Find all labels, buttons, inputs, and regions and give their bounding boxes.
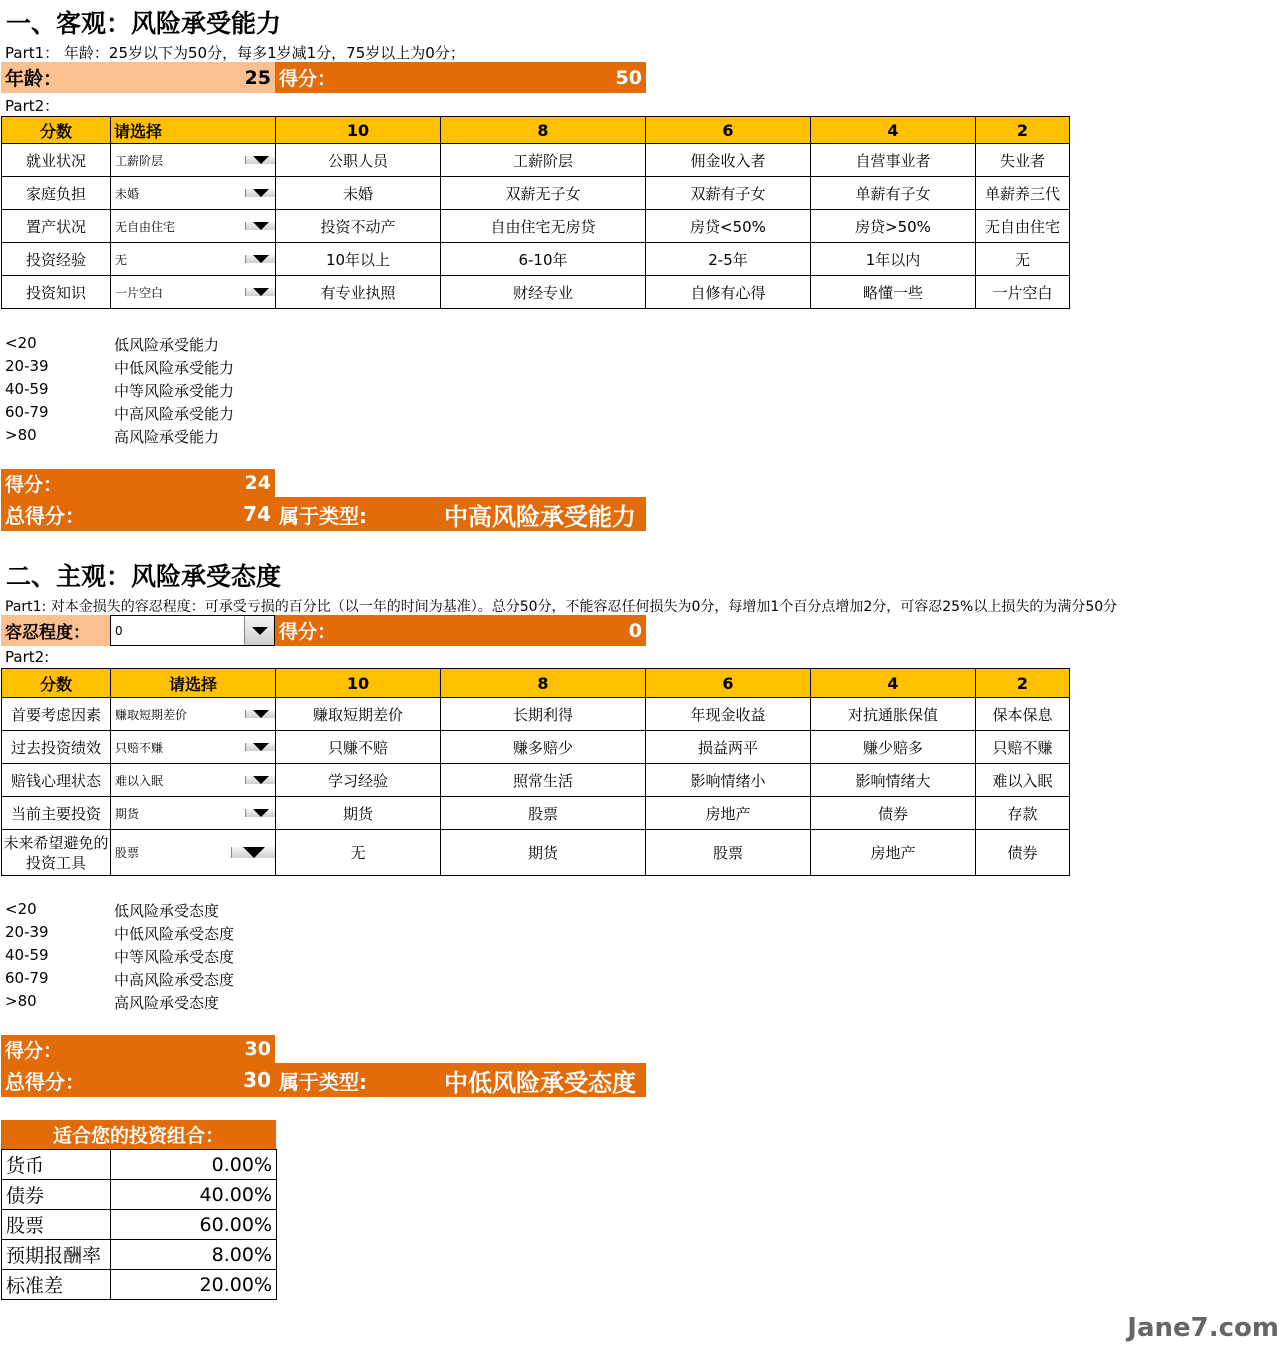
employment-dropdown[interactable] bbox=[111, 144, 276, 177]
option-cell: 未婚 bbox=[276, 177, 441, 210]
option-cell: 期货 bbox=[276, 797, 441, 830]
dropdown-value: 0 bbox=[115, 623, 123, 638]
row-label: 置产状况 bbox=[2, 210, 111, 243]
table-row bbox=[2, 797, 1070, 830]
loss-psychology-dropdown[interactable] bbox=[111, 764, 276, 797]
option-cell: 略懂一些 bbox=[811, 276, 976, 309]
score-value: 50 bbox=[615, 66, 642, 89]
section2-type bbox=[275, 1063, 646, 1097]
legend-range: 40-59 bbox=[5, 946, 49, 964]
type-label: 属于类型: bbox=[279, 1069, 367, 1094]
option-cell: 双薪无子女 bbox=[441, 177, 646, 210]
watermark: Jane7.com bbox=[1127, 1313, 1279, 1343]
row-label: 投资知识 bbox=[2, 276, 111, 309]
row-label: 赔钱心理状态 bbox=[2, 764, 111, 797]
table-row bbox=[2, 764, 1070, 797]
option-cell: 无自由住宅 bbox=[976, 210, 1070, 243]
portfolio-value: 40.00% bbox=[111, 1180, 277, 1210]
legend-desc: 中高风险承受态度 bbox=[114, 971, 235, 989]
section1-part1-text: Part1： 年龄：25岁以下为50分，每多1岁减1分，75岁以上为0分； bbox=[5, 44, 465, 62]
header-select: 请选择 bbox=[111, 117, 276, 144]
legend-desc: 高风险承受能力 bbox=[114, 428, 220, 446]
portfolio-table bbox=[1, 1149, 277, 1300]
dropdown-arrow-icon[interactable] bbox=[245, 776, 275, 784]
header-score: 分数 bbox=[2, 117, 111, 144]
option-cell: 10年以上 bbox=[276, 243, 441, 276]
option-cell: 房地产 bbox=[646, 797, 811, 830]
family-burden-dropdown[interactable] bbox=[111, 177, 276, 210]
score-label: 得分： bbox=[5, 1039, 63, 1062]
knowledge-dropdown[interactable] bbox=[111, 276, 276, 309]
dropdown-arrow-icon[interactable] bbox=[245, 710, 275, 718]
header-2: 2 bbox=[976, 669, 1070, 698]
option-cell: 6-10年 bbox=[441, 243, 646, 276]
table-row bbox=[2, 144, 1070, 177]
age-value[interactable]: 25 bbox=[244, 66, 271, 89]
table-row bbox=[2, 1150, 277, 1180]
legend-range: 40-59 bbox=[5, 380, 49, 398]
dropdown-value: 无 bbox=[115, 252, 128, 267]
option-cell: 房贷<50% bbox=[646, 210, 811, 243]
header-4: 4 bbox=[811, 669, 976, 698]
legend-range: >80 bbox=[5, 992, 37, 1010]
portfolio-value: 0.00% bbox=[111, 1150, 277, 1180]
option-cell: 自修有心得 bbox=[646, 276, 811, 309]
table-row bbox=[2, 276, 1070, 309]
legend-range: <20 bbox=[5, 334, 37, 352]
total-value: 30 bbox=[243, 1068, 271, 1092]
option-cell: 照常生活 bbox=[441, 764, 646, 797]
header-10: 10 bbox=[276, 669, 441, 698]
option-cell: 投资不动产 bbox=[276, 210, 441, 243]
table-row bbox=[2, 731, 1070, 764]
legend-desc: 中等风险承受态度 bbox=[114, 948, 235, 966]
section2-part1-text: Part1: 对本金损失的容忍程度：可承受亏损的百分比（以一年的时间为基准）。总分50分，不能容忍任何损失为0分，每增加1个百分点增加2分，可容忍25%以上损失的为满分50分 bbox=[5, 599, 1118, 615]
section2-part2-label: Part2: bbox=[5, 648, 50, 666]
portfolio-value: 8.00% bbox=[111, 1240, 277, 1270]
header-8: 8 bbox=[441, 117, 646, 144]
type-value: 中低风险承受态度 bbox=[444, 1068, 636, 1097]
option-cell: 房地产 bbox=[811, 830, 976, 876]
portfolio-value: 20.00% bbox=[111, 1270, 277, 1300]
option-cell: 一片空白 bbox=[976, 276, 1070, 309]
header-8: 8 bbox=[441, 669, 646, 698]
dropdown-value: 股票 bbox=[115, 846, 140, 860]
table-row bbox=[2, 1240, 277, 1270]
section1-total bbox=[1, 497, 275, 531]
row-label: 未来希望避免的投资工具 bbox=[2, 830, 111, 876]
legend-desc: 中高风险承受能力 bbox=[114, 405, 235, 423]
option-cell: 自由住宅无房贷 bbox=[441, 210, 646, 243]
option-cell: 存款 bbox=[976, 797, 1070, 830]
dropdown-arrow-icon[interactable] bbox=[245, 222, 275, 230]
type-value: 中高风险承受能力 bbox=[444, 502, 636, 531]
table-row bbox=[2, 698, 1070, 731]
tolerance-dropdown[interactable] bbox=[110, 615, 275, 646]
dropdown-value: 赚取短期差价 bbox=[115, 707, 188, 722]
legend-desc: 高风险承受态度 bbox=[114, 994, 220, 1012]
header-2: 2 bbox=[976, 117, 1070, 144]
section2-part1-score bbox=[275, 615, 646, 646]
row-label: 投资经验 bbox=[2, 243, 111, 276]
option-cell: 损益两平 bbox=[646, 731, 811, 764]
legend-range: <20 bbox=[5, 900, 37, 918]
option-cell: 赚多赔少 bbox=[441, 731, 646, 764]
row-label: 当前主要投资 bbox=[2, 797, 111, 830]
score-label: 得分： bbox=[279, 68, 337, 90]
option-cell: 保本保息 bbox=[976, 698, 1070, 731]
option-cell: 只赚不赔 bbox=[276, 731, 441, 764]
score-value: 30 bbox=[244, 1038, 271, 1060]
legend-desc: 低风险承受能力 bbox=[114, 336, 220, 354]
option-cell: 失业者 bbox=[976, 144, 1070, 177]
dropdown-arrow-icon[interactable] bbox=[231, 847, 275, 858]
current-investment-dropdown[interactable] bbox=[111, 797, 276, 830]
option-cell: 期货 bbox=[441, 830, 646, 876]
table-row bbox=[2, 177, 1070, 210]
score-value: 24 bbox=[244, 472, 271, 494]
option-cell: 无 bbox=[276, 830, 441, 876]
option-cell: 单薪养三代 bbox=[976, 177, 1070, 210]
section2-questionnaire-table bbox=[1, 668, 1070, 876]
total-label: 总得分： bbox=[5, 1069, 85, 1094]
option-cell: 2-5年 bbox=[646, 243, 811, 276]
score-value: 0 bbox=[628, 619, 642, 642]
section2-title: 二、主观：风险承受态度 bbox=[6, 562, 282, 591]
legend-desc: 中低风险承受态度 bbox=[114, 925, 235, 943]
option-cell: 对抗通胀保值 bbox=[811, 698, 976, 731]
row-label: 家庭负担 bbox=[2, 177, 111, 210]
portfolio-label: 股票 bbox=[2, 1210, 111, 1240]
dropdown-value: 工薪阶层 bbox=[115, 153, 164, 168]
section1-type bbox=[275, 497, 646, 531]
header-score: 分数 bbox=[2, 669, 111, 698]
dropdown-value: 难以入眠 bbox=[115, 773, 164, 788]
option-cell: 股票 bbox=[441, 797, 646, 830]
score-label: 得分： bbox=[5, 473, 63, 496]
dropdown-arrow-icon[interactable] bbox=[244, 616, 274, 645]
table-row bbox=[2, 1210, 277, 1240]
option-cell: 有专业执照 bbox=[276, 276, 441, 309]
header-select: 请选择 bbox=[111, 669, 276, 698]
table-row bbox=[2, 210, 1070, 243]
dropdown-arrow-icon[interactable] bbox=[245, 743, 275, 751]
option-cell: 长期利得 bbox=[441, 698, 646, 731]
option-cell: 学习经验 bbox=[276, 764, 441, 797]
option-cell: 赚少赔多 bbox=[811, 731, 976, 764]
table-row bbox=[2, 243, 1070, 276]
dropdown-arrow-icon[interactable] bbox=[245, 809, 275, 817]
section2-part2-score bbox=[1, 1035, 275, 1063]
property-dropdown[interactable] bbox=[111, 210, 276, 243]
dropdown-value: 期货 bbox=[115, 806, 140, 821]
header-6: 6 bbox=[646, 669, 811, 698]
portfolio-label: 标准差 bbox=[2, 1270, 111, 1300]
table-row bbox=[2, 830, 1070, 876]
legend-desc: 中等风险承受能力 bbox=[114, 382, 235, 400]
age-label: 年龄： bbox=[5, 68, 63, 90]
option-cell: 只赔不赚 bbox=[976, 731, 1070, 764]
table-row bbox=[2, 1180, 277, 1210]
legend-range: 20-39 bbox=[5, 357, 49, 375]
option-cell: 工薪阶层 bbox=[441, 144, 646, 177]
option-cell: 难以入眠 bbox=[976, 764, 1070, 797]
option-cell: 自营事业者 bbox=[811, 144, 976, 177]
option-cell: 债券 bbox=[811, 797, 976, 830]
row-label: 过去投资绩效 bbox=[2, 731, 111, 764]
option-cell: 年现金收益 bbox=[646, 698, 811, 731]
portfolio-title: 适合您的投资组合： bbox=[1, 1120, 276, 1149]
option-cell: 影响情绪小 bbox=[646, 764, 811, 797]
option-cell: 影响情绪大 bbox=[811, 764, 976, 797]
table-row bbox=[2, 1270, 277, 1300]
total-label: 总得分： bbox=[5, 503, 85, 528]
type-label: 属于类型: bbox=[279, 503, 367, 528]
portfolio-value: 60.00% bbox=[111, 1210, 277, 1240]
portfolio-label: 货币 bbox=[2, 1150, 111, 1180]
legend-range: 20-39 bbox=[5, 923, 49, 941]
row-label: 首要考虑因素 bbox=[2, 698, 111, 731]
dropdown-arrow-icon[interactable] bbox=[245, 156, 275, 164]
section1-title: 一、客观：风险承受能力 bbox=[6, 9, 282, 38]
option-cell: 股票 bbox=[646, 830, 811, 876]
option-cell: 公职人员 bbox=[276, 144, 441, 177]
section1-questionnaire-table bbox=[1, 116, 1070, 309]
option-cell: 房贷>50% bbox=[811, 210, 976, 243]
header-6: 6 bbox=[646, 117, 811, 144]
option-cell: 财经专业 bbox=[441, 276, 646, 309]
header-4: 4 bbox=[811, 117, 976, 144]
dropdown-value: 一片空白 bbox=[115, 285, 164, 300]
legend-desc: 低风险承受态度 bbox=[114, 902, 220, 920]
option-cell: 赚取短期差价 bbox=[276, 698, 441, 731]
score-label: 得分： bbox=[279, 621, 337, 643]
option-cell: 无 bbox=[976, 243, 1070, 276]
option-cell: 1年以内 bbox=[811, 243, 976, 276]
dropdown-arrow-icon[interactable] bbox=[245, 189, 275, 197]
portfolio-label: 预期报酬率 bbox=[2, 1240, 111, 1270]
dropdown-value: 无自由住宅 bbox=[115, 219, 176, 234]
legend-range: 60-79 bbox=[5, 969, 49, 987]
dropdown-value: 只赔不赚 bbox=[115, 740, 164, 755]
portfolio-label: 债券 bbox=[2, 1180, 111, 1210]
header-10: 10 bbox=[276, 117, 441, 144]
age-row bbox=[1, 62, 275, 93]
priority-dropdown[interactable] bbox=[111, 698, 276, 731]
dropdown-value: 未婚 bbox=[115, 186, 140, 201]
legend-desc: 中低风险承受能力 bbox=[114, 359, 235, 377]
legend-range: 60-79 bbox=[5, 403, 49, 421]
legend-range: >80 bbox=[5, 426, 37, 444]
option-cell: 双薪有子女 bbox=[646, 177, 811, 210]
past-performance-dropdown[interactable] bbox=[111, 731, 276, 764]
option-cell: 单薪有子女 bbox=[811, 177, 976, 210]
section2-total bbox=[1, 1063, 275, 1097]
section1-part2-label: Part2： bbox=[5, 97, 60, 115]
total-value: 74 bbox=[243, 502, 271, 526]
option-cell: 佣金收入者 bbox=[646, 144, 811, 177]
experience-dropdown[interactable] bbox=[111, 243, 276, 276]
dropdown-arrow-icon[interactable] bbox=[245, 288, 275, 296]
tolerance-label: 容忍程度： bbox=[1, 615, 111, 646]
row-label: 就业状况 bbox=[2, 144, 111, 177]
dropdown-arrow-icon[interactable] bbox=[245, 255, 275, 263]
section1-part2-score bbox=[1, 469, 275, 497]
avoid-tool-dropdown[interactable] bbox=[111, 830, 276, 876]
section1-part1-score bbox=[275, 62, 646, 93]
option-cell: 债券 bbox=[976, 830, 1070, 876]
